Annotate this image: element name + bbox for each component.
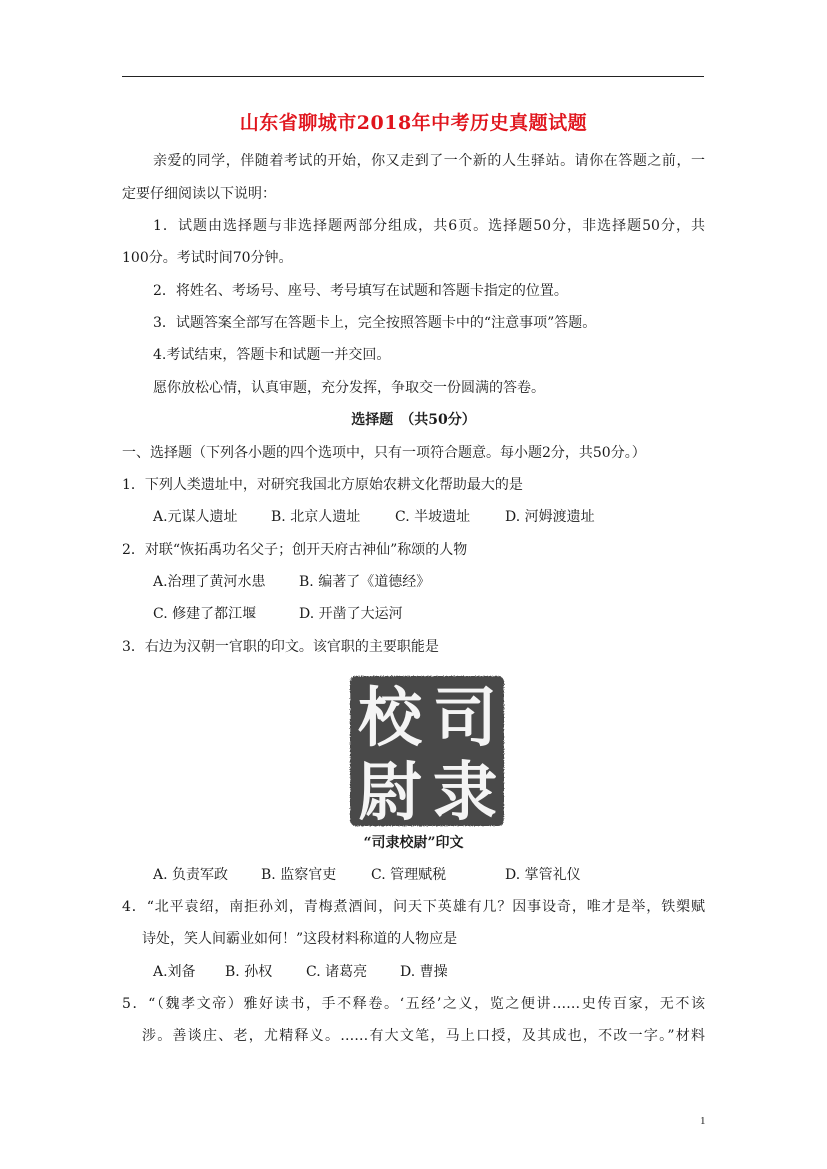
- seal-char-bottom-left: 尉: [358, 755, 422, 828]
- question-2-option-a[interactable]: A.治理了黄河水患: [153, 574, 266, 590]
- seal-char-top-right: 司: [433, 681, 497, 756]
- instruction-4: 4.考试结束，答题卡和试题一并交回。: [153, 347, 391, 363]
- seal-char-top-left: 校: [358, 681, 422, 756]
- intro-line-1: 亲爱的同学，伴随着考试的开始，你又走到了一个新的人生驿站。请你在答题之前，一: [153, 153, 705, 169]
- question-3-stem: 3．右边为汉朝一官职的印文。该官职的主要职能是: [122, 639, 439, 655]
- question-3-options: [153, 865, 581, 885]
- instruction-1a: 1．试题由选择题与非选择题两部分组成，共6页。选择题50分，非选择题50分，共: [153, 218, 705, 234]
- question-2-option-b[interactable]: B. 编著了《道德经》: [299, 574, 431, 590]
- question-2-option-d[interactable]: D. 开凿了大运河: [299, 606, 403, 622]
- question-4-option-b[interactable]: B. 孙权: [225, 964, 273, 980]
- question-1-options: [153, 507, 595, 527]
- page-number: 1: [700, 1115, 706, 1127]
- question-1-option-d[interactable]: D. 河姆渡遗址: [505, 509, 595, 525]
- question-1-stem: 1．下列人类遗址中，对研究我国北方原始农耕文化帮助最大的是: [122, 477, 523, 493]
- question-3-option-b[interactable]: B. 监察官吏: [261, 867, 337, 883]
- question-4-option-a[interactable]: A.刘备: [153, 964, 196, 980]
- question-2-option-c[interactable]: C. 修建了都江堰: [153, 606, 257, 622]
- seal-char-bottom-right: 隶: [433, 755, 497, 828]
- instruction-3: 3．试题答案全部写在答题卡上，完全按照答题卡中的“注意事项”答题。: [153, 315, 597, 331]
- question-1-option-a[interactable]: A.元谋人遗址: [153, 509, 238, 525]
- page-title: 山东省聊城市2018年中考历史真题试题: [239, 112, 588, 134]
- seal-image: [348, 674, 506, 828]
- question-3-option-a[interactable]: A. 负责军政: [153, 867, 229, 883]
- question-4-option-d[interactable]: D. 曹操: [400, 964, 448, 980]
- question-1-option-c[interactable]: C. 半坡遗址: [395, 509, 471, 525]
- question-4-option-c[interactable]: C. 诸葛亮: [306, 964, 368, 980]
- instruction-1b: 100分。考试时间70分钟。: [122, 250, 293, 266]
- question-3-option-d[interactable]: D. 掌管礼仪: [505, 867, 581, 883]
- intro-line-2: 定要仔细阅读以下说明：: [122, 186, 276, 202]
- question-5-stem-line-1: 5．“（魏孝文帝）雅好读书，手不释卷。‘五经’之义，览之便讲……史传百家，无不该: [122, 996, 705, 1012]
- instruction-2: 2．将姓名、考场号、座号、考号填写在试题和答题卡指定的位置。: [153, 283, 568, 299]
- question-1-option-b[interactable]: B. 北京人遗址: [271, 509, 361, 525]
- question-3-option-c[interactable]: C. 管理赋税: [371, 867, 447, 883]
- header-rule: [122, 76, 704, 77]
- question-2-stem: 2．对联“恢拓禹功名父子；创开天府古神仙”称颂的人物: [122, 542, 468, 558]
- question-4-stem-line-1: 4．“北平袁绍，南拒孙刘，青梅煮酒间，问天下英雄有几？因事设奇，唯才是举，铁槊赋: [122, 899, 705, 915]
- question-2-options-row-1: [153, 572, 430, 592]
- question-4-options: [153, 962, 448, 982]
- wish-line: 愿你放松心情，认真审题，充分发挥，争取交一份圆满的答卷。: [153, 380, 545, 396]
- section-instruction: 一、选择题（下列各小题的四个选项中，只有一项符合题意。每小题2分，共50分。）: [122, 445, 646, 461]
- question-2-options-row-2: [153, 604, 403, 624]
- question-4-stem-line-2: 诗处，笑人间霸业如何！”这段材料称道的人物应是: [142, 931, 458, 947]
- section-heading: 选择题 （共50分）: [351, 412, 476, 428]
- question-5-stem-line-2: 涉。善谈庄、老，尤精释义。……有大文笔，马上口授，及其成也，不改一字。”材料: [142, 1028, 705, 1044]
- seal-caption: “司隶校尉”印文: [363, 835, 464, 851]
